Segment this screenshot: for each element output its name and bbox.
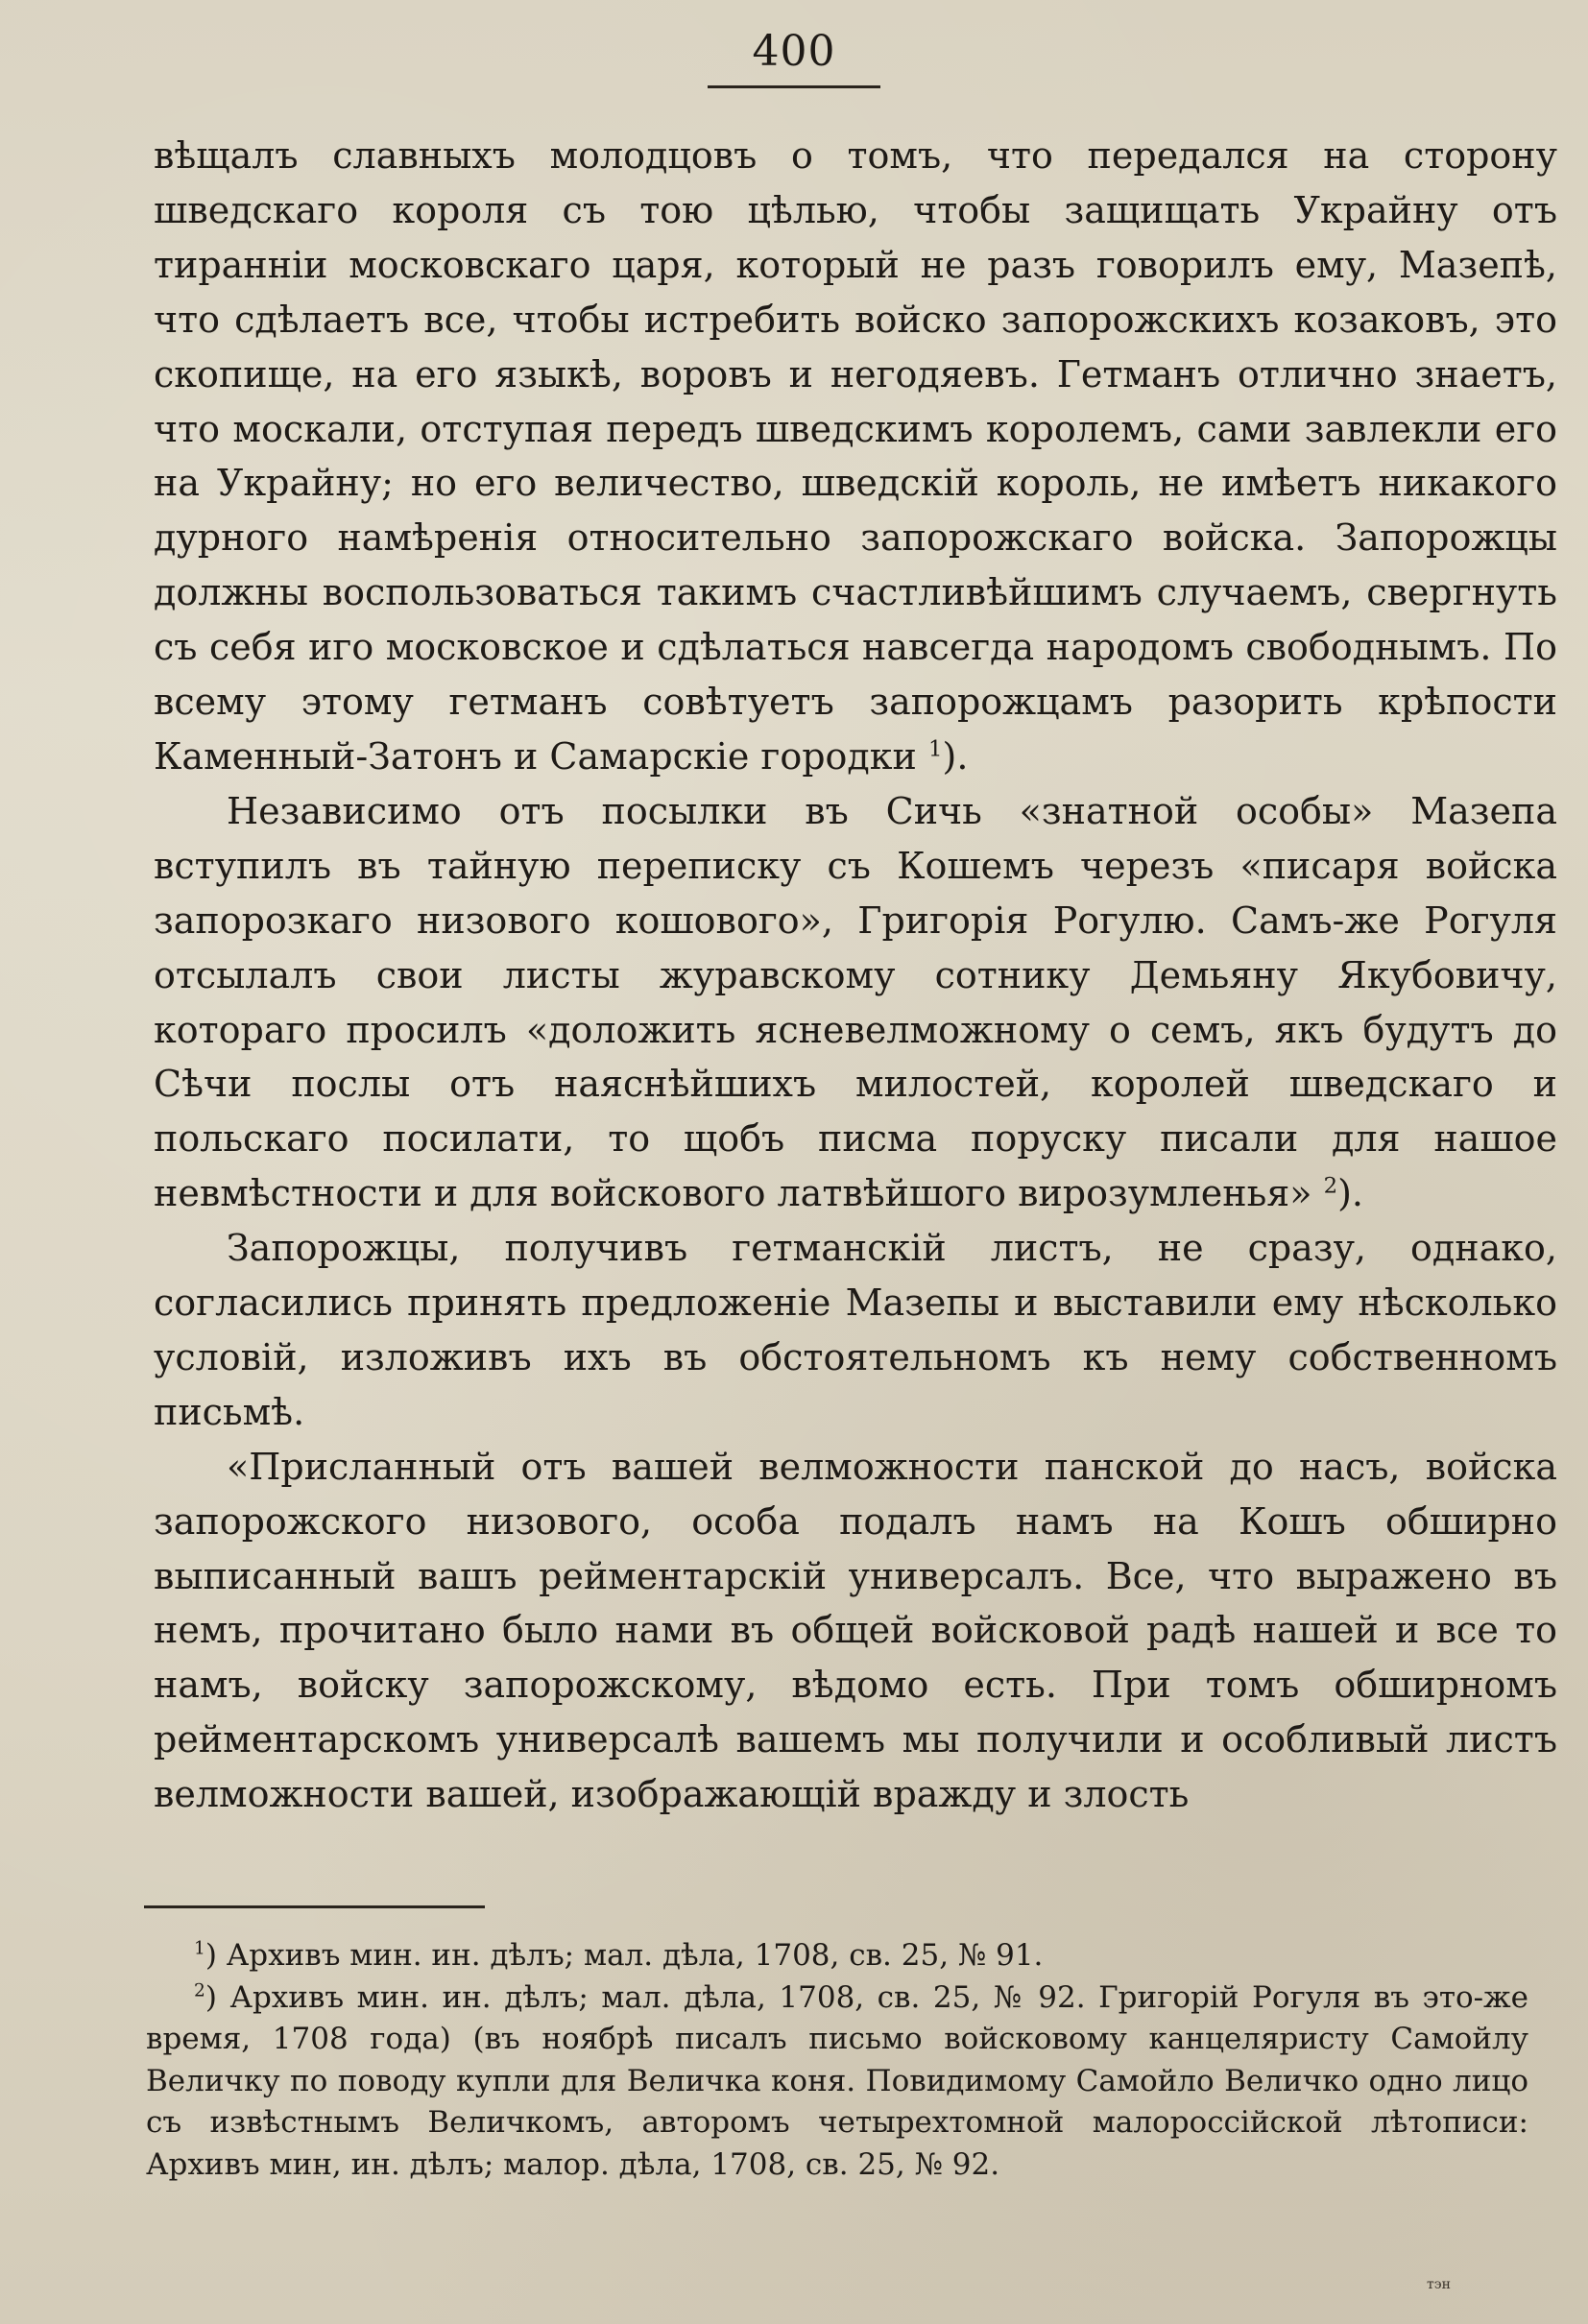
header-rule	[708, 85, 880, 88]
page-number: 400	[752, 27, 836, 76]
paragraph-text: Независимо отъ посылки въ Сичь «знатной особы» Мазепа вступилъ въ тайную переписку съ Кошемъ черезъ «писаря войска запорозкаго низового кошового», Григорія Рогулю. Самъ-же Рогуля отсылалъ свои листы журавскому сотнику Демьяну Якубовичу, котораго просилъ «доложить ясневелможному о семъ, якъ будутъ до Сѣчи послы отъ наяснѣйшихъ милостей, королей шведскаго и польскаго посилати, то щобъ писма поруску писали для нашое невмѣстности и для войскового латвѣйшого вирозумленья»	[154, 789, 1557, 1215]
footnote-text: Архивъ мин. ин. дѣлъ; мал. дѣла, 1708, св. 25, № 92. Григорій Рогуля въ это-же время, 1708 года) (въ ноябрѣ писалъ письмо войсковому канцеляристу Самойлу Величку по поводу купли для Величка коня. Повидимому Самойло Величко одно лицо съ извѣстнымъ Величкомъ, авторомъ четырехтомной малороссійской лѣтописи: Архивъ мин, ин. дѣлъ; малор. дѣла, 1708, св. 25, № 92.	[146, 1979, 1529, 2182]
footnote-2: $^2$) Архивъ мин. ин. дѣлъ; мал. дѣла, 1708, св. 25, № 92. Григорій Рогуля въ это-же время, 1708 года) (въ ноябрѣ писалъ письмо войсковому канцеляристу Самойлу Величку по поводу купли для Величка коня. Повидимому Самойло Величко одно лицо съ извѣстнымъ Величкомъ, авторомъ четырехтомной малороссійской лѣтописи: Архивъ мин, ин. дѣлъ; малор. дѣла, 1708, св. 25, № 92.	[146, 1979, 1529, 2182]
paragraph-4	[154, 1440, 1557, 1822]
paragraph-3	[154, 1221, 1557, 1440]
footnote-ref: 2	[1323, 1173, 1338, 1199]
paragraph-text: «Присланный отъ вашей велможности панской до насъ, войска запорожского низового, особа подалъ намъ на Кошъ обширно выписанный вашъ рейментарскій универсалъ. Все, что выражено въ немъ, прочитано было нами въ общей войсковой радѣ нашей и все то намъ, войску запорожскому, вѣдомо есть. При томъ обширномъ рейментарскомъ универсалѣ вашемъ мы получили и особливый листъ велможности вашей, изображающій вражду и злость	[154, 1445, 1557, 1816]
paragraph-tail: ).	[1337, 1172, 1364, 1215]
main-text	[154, 129, 1557, 1822]
paragraph-tail: ).	[942, 734, 969, 778]
paragraph-text: Запорожцы, получивъ гетманскій листъ, не сразу, однако, согласились принять предложеніе Мазепы и выставили ему нѣсколько условій, изложивъ ихъ въ обстоятельномъ къ нему собственномъ письмѣ.	[154, 1227, 1557, 1433]
footnote-1: $^1$) Архивъ мин. ин. дѣлъ; мал. дѣла, 1708, св. 25, № 91.	[194, 1938, 1044, 1973]
footnote-mark: 2	[194, 1980, 205, 2001]
footnote-rule	[144, 1905, 485, 1908]
footnote-mark: 1	[194, 1938, 205, 1959]
printer-mark: тэн	[1427, 2277, 1451, 2292]
paragraph-1	[154, 129, 1557, 784]
footnote-ref: 1	[927, 736, 943, 762]
footnotes	[146, 1935, 1528, 2186]
paragraph-text: вѣщалъ славныхъ молодцовъ о томъ, что передался на сторону шведскаго короля съ тою цѣлью, чтобы защищать Украйну отъ тиранніи московскаго царя, который не разъ говорилъ ему, Мазепѣ, что сдѣлаетъ все, чтобы истребить войско запорожскихъ козаковъ, это скопище, на его языкѣ, воровъ и негодяевъ. Гетманъ отлично знаетъ, что москали, отступая передъ шведскимъ королемъ, сами завлекли его на Украйну; но его величество, шведскій король, не имѣетъ никакого дурного намѣренія относительно запорожскаго войска. Запорожцы должны воспользоваться такимъ счастливѣйшимъ случаемъ, свергнуть съ себя иго московское и сдѣлаться навсегда народомъ свободнымъ. По всему этому гетманъ совѣтуетъ запорожцамъ разорить крѣпости Каменный-Затонъ и Самарскіе городки	[154, 134, 1557, 778]
paragraph-2	[154, 784, 1557, 1221]
footnote-text: Архивъ мин. ин. дѣлъ; мал. дѣла, 1708, св. 25, № 91.	[226, 1938, 1044, 1973]
